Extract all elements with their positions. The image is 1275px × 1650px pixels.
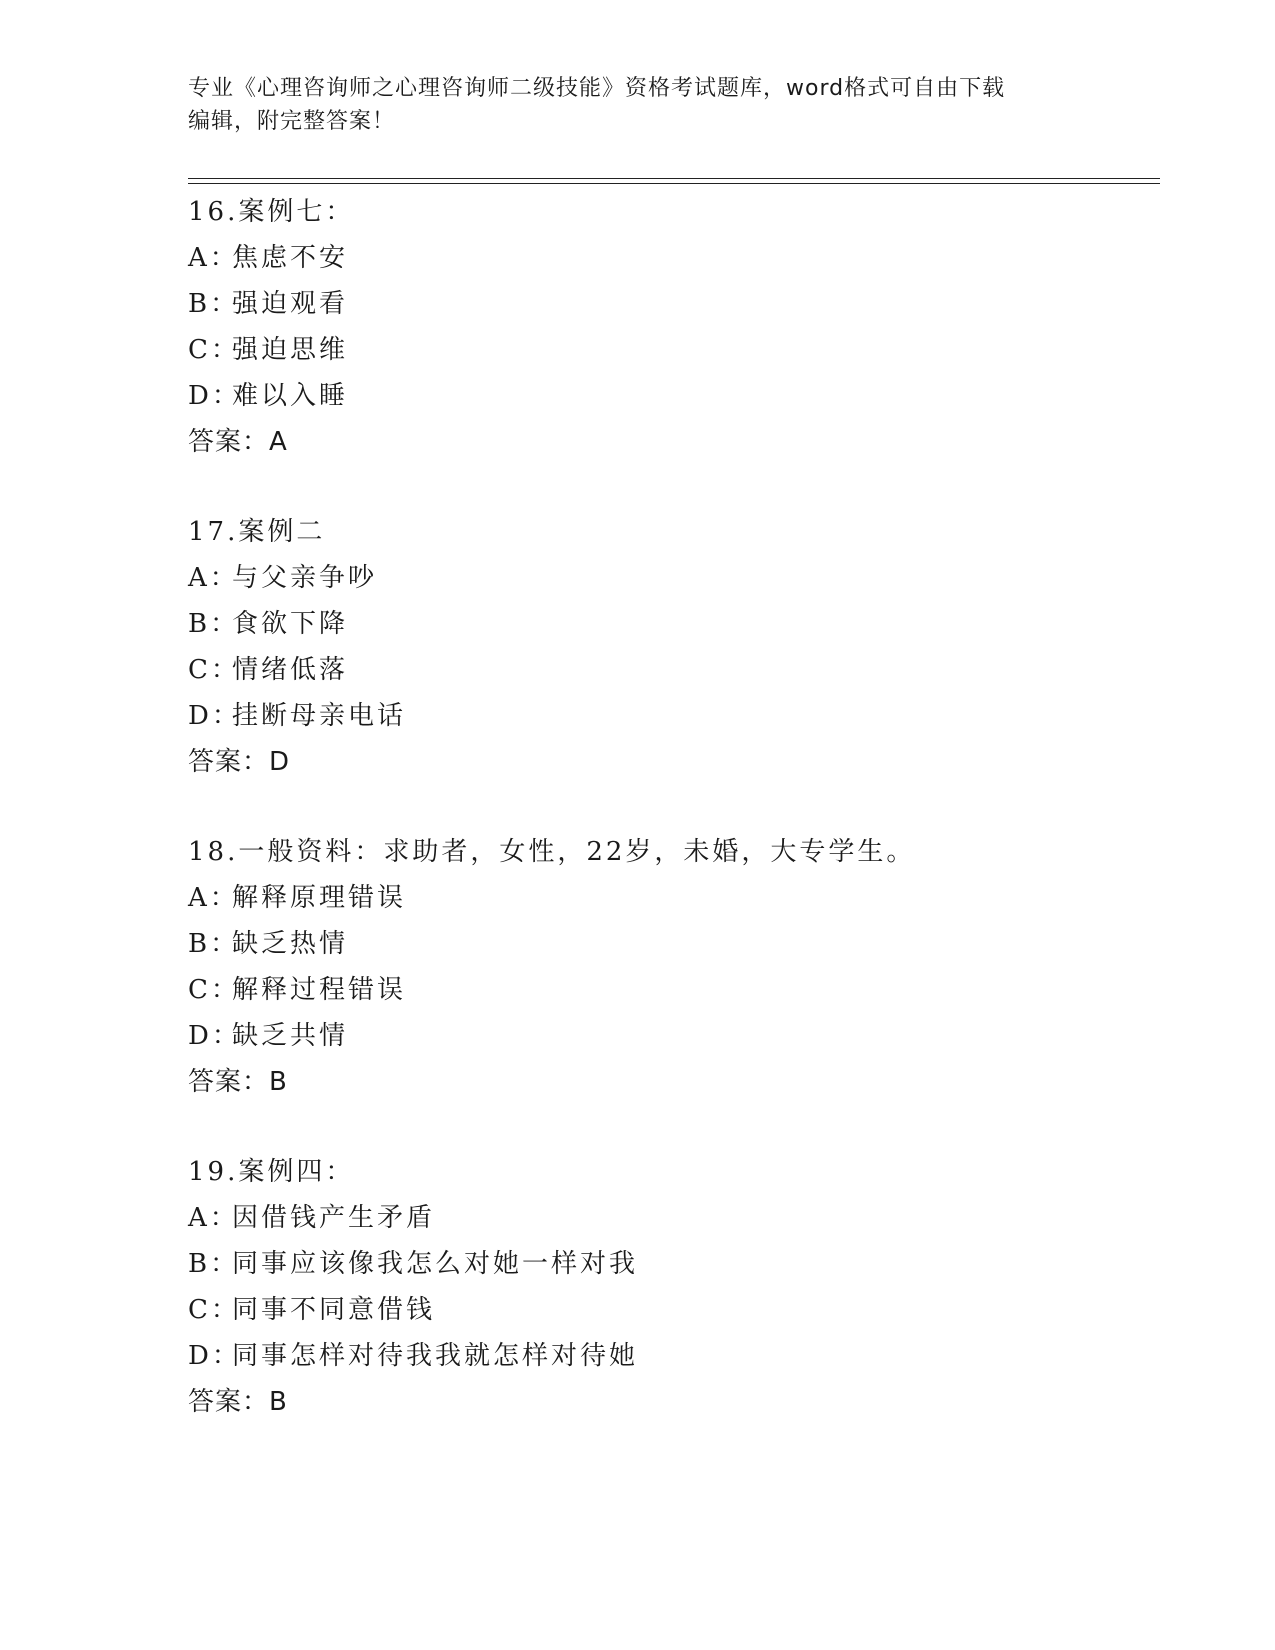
document-header	[188, 72, 1068, 138]
header-rule-top	[188, 178, 1160, 179]
option-key: B：	[188, 289, 240, 319]
option-key: A：	[188, 883, 239, 913]
option-key: D：	[188, 381, 241, 411]
question-stem: 16.案例七：	[188, 197, 355, 227]
option-text: 与父亲争吵	[232, 563, 378, 593]
question-list	[188, 189, 1160, 1469]
option-a	[188, 1195, 1160, 1241]
option-text: 难以入睡	[232, 381, 349, 411]
option-text: 情绪低落	[232, 655, 349, 685]
option-a	[188, 555, 1160, 601]
option-key: C：	[188, 975, 240, 1005]
option-text: 同事应该像我怎么对她一样对我	[232, 1249, 639, 1279]
option-text: 焦虑不安	[232, 243, 349, 273]
option-d	[188, 1333, 1160, 1379]
option-b	[188, 281, 1160, 327]
option-c	[188, 327, 1160, 373]
answer-line: 答案：B	[188, 1387, 288, 1417]
option-text: 同事不同意借钱	[232, 1295, 436, 1325]
option-b	[188, 1241, 1160, 1287]
question-17	[188, 509, 1160, 785]
option-text: 强迫思维	[232, 335, 349, 365]
option-key: D：	[188, 1021, 241, 1051]
option-c	[188, 967, 1160, 1013]
option-text: 同事怎样对待我我就怎样对待她	[232, 1341, 639, 1371]
option-key: C：	[188, 335, 240, 365]
answer-line: 答案：B	[188, 1067, 288, 1097]
question-stem: 19.案例四：	[188, 1157, 355, 1187]
question-stem: 17.案例二	[188, 517, 326, 547]
option-b	[188, 601, 1160, 647]
option-text: 解释原理错误	[232, 883, 407, 913]
option-key: C：	[188, 1295, 240, 1325]
option-text: 缺乏共情	[232, 1021, 349, 1051]
option-text: 挂断母亲电话	[232, 701, 407, 731]
question-19	[188, 1149, 1160, 1425]
option-a	[188, 235, 1160, 281]
option-text: 食欲下降	[232, 609, 349, 639]
answer-line: 答案：D	[188, 747, 291, 777]
option-b	[188, 921, 1160, 967]
header-rule-bottom	[188, 183, 1160, 184]
answer-line: 答案：A	[188, 427, 288, 457]
question-stem: 18.一般资料：求助者，女性，22岁，未婚，大专学生。	[188, 837, 916, 867]
option-key: A：	[188, 243, 239, 273]
option-text: 因借钱产生矛盾	[232, 1203, 436, 1233]
option-text: 强迫观看	[232, 289, 349, 319]
option-key: D：	[188, 701, 241, 731]
option-text: 缺乏热情	[232, 929, 349, 959]
option-c	[188, 1287, 1160, 1333]
option-key: B：	[188, 1249, 240, 1279]
header-line-1: 专业《心理咨询师之心理咨询师二级技能》资格考试题库，word格式可自由下载	[188, 76, 1006, 101]
question-16	[188, 189, 1160, 465]
option-key: B：	[188, 609, 240, 639]
question-18	[188, 829, 1160, 1105]
option-d	[188, 693, 1160, 739]
option-d	[188, 1013, 1160, 1059]
option-d	[188, 373, 1160, 419]
option-c	[188, 647, 1160, 693]
option-a	[188, 875, 1160, 921]
option-key: D：	[188, 1341, 241, 1371]
header-line-2: 编辑，附完整答案！	[188, 109, 396, 134]
option-text: 解释过程错误	[232, 975, 407, 1005]
option-key: B：	[188, 929, 240, 959]
option-key: C：	[188, 655, 240, 685]
option-key: A：	[188, 563, 239, 593]
option-key: A：	[188, 1203, 239, 1233]
